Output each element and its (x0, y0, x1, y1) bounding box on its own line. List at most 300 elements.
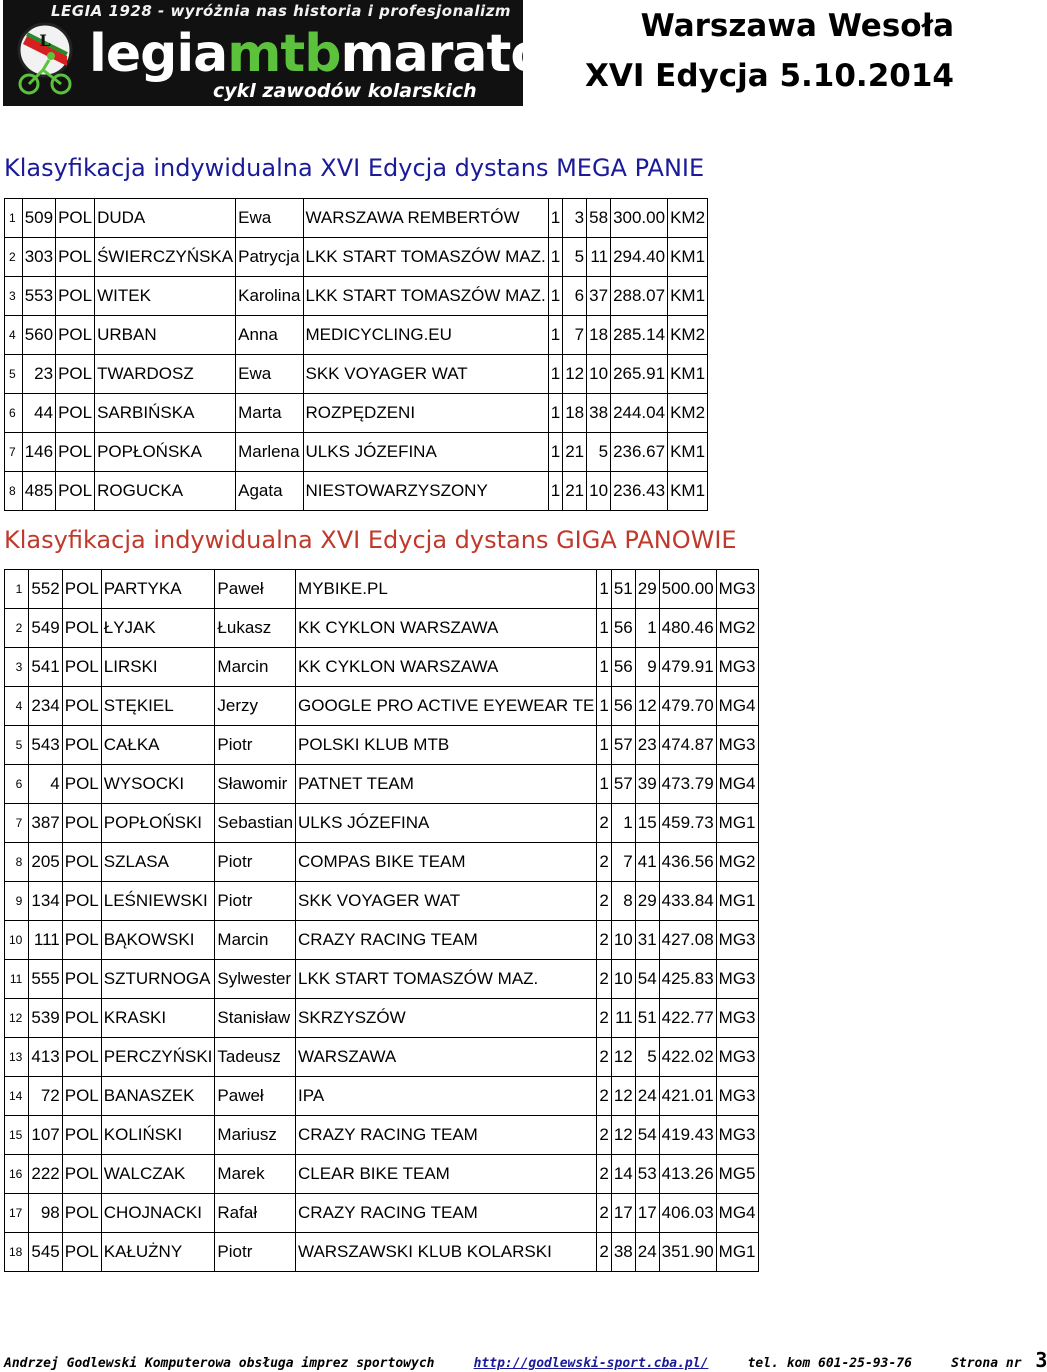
cell-hours: 1 (597, 570, 611, 609)
cell-seconds: 24 (635, 1233, 659, 1272)
cell-surname: PARTYKA (101, 570, 215, 609)
cell-place: 12 (5, 999, 29, 1038)
cell-category: KM1 (668, 238, 708, 277)
cell-firstname: Marcin (215, 648, 296, 687)
cell-surname: TWARDOSZ (95, 355, 236, 394)
table-row (5, 960, 759, 999)
cell-surname: ROGUCKA (95, 472, 236, 511)
cell-bib: 485 (22, 472, 55, 511)
cell-country: POL (62, 1038, 101, 1077)
cell-points: 436.56 (659, 843, 716, 882)
cell-bib: 205 (29, 843, 62, 882)
cell-bib: 44 (22, 394, 55, 433)
cell-country: POL (56, 277, 95, 316)
cell-minutes: 12 (611, 1116, 635, 1155)
cell-surname: KAŁUŻNY (101, 1233, 215, 1272)
cell-country: POL (62, 648, 101, 687)
cell-country: POL (56, 316, 95, 355)
cell-hours: 2 (597, 1038, 611, 1077)
cell-bib: 72 (29, 1077, 62, 1116)
cell-club: SKK VOYAGER WAT (296, 882, 597, 921)
table-row (5, 999, 759, 1038)
cell-minutes: 10 (611, 960, 635, 999)
cell-category: MG3 (716, 1077, 758, 1116)
cell-minutes: 7 (611, 843, 635, 882)
table-row (5, 609, 759, 648)
cell-surname: KRASKI (101, 999, 215, 1038)
cell-points: 285.14 (611, 316, 668, 355)
cell-seconds: 31 (635, 921, 659, 960)
cell-seconds: 15 (635, 804, 659, 843)
cell-place: 7 (5, 433, 23, 472)
cell-hours: 1 (548, 472, 562, 511)
cell-firstname: Piotr (215, 726, 296, 765)
cell-surname: ŁYJAK (101, 609, 215, 648)
cell-bib: 107 (29, 1116, 62, 1155)
logo-tagline: LEGIA 1928 - wyróżnia nas historia i profesjonalizm (51, 2, 512, 20)
cell-club: PATNET TEAM (296, 765, 597, 804)
cell-firstname: Ewa (236, 355, 303, 394)
cell-country: POL (56, 394, 95, 433)
cell-surname: CAŁKA (101, 726, 215, 765)
cell-country: POL (56, 433, 95, 472)
cell-seconds: 54 (635, 960, 659, 999)
cell-points: 425.83 (659, 960, 716, 999)
cell-points: 473.79 (659, 765, 716, 804)
cell-minutes: 21 (563, 433, 587, 472)
table-row (5, 1038, 759, 1077)
cell-seconds: 24 (635, 1077, 659, 1116)
cell-hours: 1 (597, 765, 611, 804)
cell-place: 8 (5, 843, 29, 882)
cell-category: MG3 (716, 570, 758, 609)
cell-place: 4 (5, 687, 29, 726)
cell-club: NIESTOWARZYSZONY (303, 472, 548, 511)
cell-category: MG4 (716, 1194, 758, 1233)
cell-minutes: 17 (611, 1194, 635, 1233)
cell-surname: PERCZYŃSKI (101, 1038, 215, 1077)
table-row (5, 765, 759, 804)
cell-surname: WITEK (95, 277, 236, 316)
table-row (5, 1194, 759, 1233)
cell-hours: 2 (597, 882, 611, 921)
cell-place: 9 (5, 882, 29, 921)
cell-surname: SZTURNOGA (101, 960, 215, 999)
cell-surname: POPŁOŃSKI (101, 804, 215, 843)
cell-firstname: Patrycja (236, 238, 303, 277)
cell-bib: 553 (22, 277, 55, 316)
cell-club: LKK START TOMASZÓW MAZ. (303, 277, 548, 316)
cell-category: KM1 (668, 472, 708, 511)
cell-category: MG4 (716, 687, 758, 726)
cell-surname: BANASZEK (101, 1077, 215, 1116)
cell-points: 294.40 (611, 238, 668, 277)
cell-points: 244.04 (611, 394, 668, 433)
cell-category: KM1 (668, 433, 708, 472)
cell-bib: 509 (22, 199, 55, 238)
cell-country: POL (62, 570, 101, 609)
page-footer (4, 1348, 1047, 1372)
cell-surname: DUDA (95, 199, 236, 238)
cell-place: 18 (5, 1233, 29, 1272)
cell-seconds: 41 (635, 843, 659, 882)
cell-surname: WALCZAK (101, 1155, 215, 1194)
cell-hours: 1 (548, 394, 562, 433)
cell-category: MG3 (716, 921, 758, 960)
cell-firstname: Karolina (236, 277, 303, 316)
table-row (5, 921, 759, 960)
cell-hours: 2 (597, 1077, 611, 1116)
cell-club: WARSZAWA (296, 1038, 597, 1077)
cell-category: KM1 (668, 355, 708, 394)
cell-points: 406.03 (659, 1194, 716, 1233)
cell-points: 413.26 (659, 1155, 716, 1194)
results-table-giga-panowie (4, 569, 759, 1272)
cell-place: 6 (5, 765, 29, 804)
cell-points: 422.02 (659, 1038, 716, 1077)
cell-points: 236.43 (611, 472, 668, 511)
cell-seconds: 12 (635, 687, 659, 726)
cell-seconds: 18 (587, 316, 611, 355)
cell-club: SKRZYSZÓW (296, 999, 597, 1038)
cell-bib: 413 (29, 1038, 62, 1077)
table-row (5, 394, 708, 433)
cell-seconds: 9 (635, 648, 659, 687)
cell-points: 236.67 (611, 433, 668, 472)
cell-country: POL (56, 355, 95, 394)
cell-minutes: 18 (563, 394, 587, 433)
table-row (5, 648, 759, 687)
cell-club: MYBIKE.PL (296, 570, 597, 609)
cell-category: MG3 (716, 960, 758, 999)
cell-place: 11 (5, 960, 29, 999)
legia-shield-icon (9, 4, 81, 100)
cell-country: POL (56, 472, 95, 511)
cell-hours: 1 (548, 316, 562, 355)
cell-country: POL (62, 1155, 101, 1194)
cell-place: 7 (5, 804, 29, 843)
cell-place: 6 (5, 394, 23, 433)
cell-hours: 1 (548, 433, 562, 472)
cell-place: 1 (5, 199, 23, 238)
cell-seconds: 39 (635, 765, 659, 804)
table-row (5, 472, 708, 511)
cell-points: 427.08 (659, 921, 716, 960)
cell-place: 2 (5, 609, 29, 648)
cell-minutes: 57 (611, 726, 635, 765)
cell-seconds: 29 (635, 882, 659, 921)
cell-minutes: 8 (611, 882, 635, 921)
table-row (5, 1077, 759, 1116)
cell-points: 288.07 (611, 277, 668, 316)
footer-author: Andrzej Godlewski Komputerowa obsługa imprez sportowych (4, 1356, 435, 1371)
cell-country: POL (62, 921, 101, 960)
cell-country: POL (62, 1116, 101, 1155)
cell-minutes: 6 (563, 277, 587, 316)
cell-points: 480.46 (659, 609, 716, 648)
cell-minutes: 7 (563, 316, 587, 355)
cell-bib: 541 (29, 648, 62, 687)
cell-firstname: Marta (236, 394, 303, 433)
cell-place: 13 (5, 1038, 29, 1077)
cell-firstname: Rafał (215, 1194, 296, 1233)
table-row (5, 882, 759, 921)
cell-firstname: Anna (236, 316, 303, 355)
cell-points: 479.91 (659, 648, 716, 687)
cell-points: 479.70 (659, 687, 716, 726)
cell-club: POLSKI KLUB MTB (296, 726, 597, 765)
cell-points: 474.87 (659, 726, 716, 765)
table-row (5, 316, 708, 355)
cell-place: 17 (5, 1194, 29, 1233)
cell-club: COMPAS BIKE TEAM (296, 843, 597, 882)
cell-hours: 1 (548, 199, 562, 238)
cell-points: 265.91 (611, 355, 668, 394)
cell-hours: 2 (597, 921, 611, 960)
cell-seconds: 5 (587, 433, 611, 472)
cell-club: KK CYKLON WARSZAWA (296, 648, 597, 687)
cell-club: SKK VOYAGER WAT (303, 355, 548, 394)
footer-page-label: Strona nr (951, 1356, 1022, 1371)
cell-place: 5 (5, 355, 23, 394)
cell-firstname: Sławomir (215, 765, 296, 804)
cell-surname: STĘKIEL (101, 687, 215, 726)
cell-category: MG2 (716, 609, 758, 648)
cell-surname: BĄKOWSKI (101, 921, 215, 960)
cell-firstname: Ewa (236, 199, 303, 238)
cell-category: KM2 (668, 199, 708, 238)
cell-category: MG3 (716, 648, 758, 687)
event-edition-date: XVI Edycja 5.10.2014 (584, 58, 954, 94)
cell-minutes: 56 (611, 609, 635, 648)
cell-points: 500.00 (659, 570, 716, 609)
cell-country: POL (62, 765, 101, 804)
cell-firstname: Sylwester (215, 960, 296, 999)
cell-hours: 1 (548, 238, 562, 277)
cell-firstname: Paweł (215, 1077, 296, 1116)
cell-hours: 1 (597, 609, 611, 648)
cell-country: POL (62, 882, 101, 921)
cell-seconds: 10 (587, 472, 611, 511)
cell-place: 14 (5, 1077, 29, 1116)
cell-hours: 2 (597, 1233, 611, 1272)
cell-country: POL (56, 238, 95, 277)
logo-brand: legiamtbmaraton (89, 24, 582, 84)
cell-minutes: 5 (563, 238, 587, 277)
footer-page-number: 3 (1035, 1348, 1047, 1372)
cell-minutes: 14 (611, 1155, 635, 1194)
cell-club: ROZPĘDZENI (303, 394, 548, 433)
table-row (5, 1116, 759, 1155)
cell-minutes: 10 (611, 921, 635, 960)
cell-hours: 1 (597, 687, 611, 726)
cell-minutes: 12 (611, 1038, 635, 1077)
cell-category: MG3 (716, 999, 758, 1038)
cell-hours: 2 (597, 960, 611, 999)
section-title-mega-panie: Klasyfikacja indywidualna XVI Edycja dystans MEGA PANIE (4, 154, 705, 182)
cell-seconds: 1 (635, 609, 659, 648)
cell-firstname: Piotr (215, 843, 296, 882)
cell-category: KM1 (668, 277, 708, 316)
cell-hours: 2 (597, 999, 611, 1038)
cell-category: MG1 (716, 1233, 758, 1272)
cell-firstname: Łukasz (215, 609, 296, 648)
table-row (5, 433, 708, 472)
cell-category: MG1 (716, 882, 758, 921)
cell-hours: 1 (548, 355, 562, 394)
cell-minutes: 38 (611, 1233, 635, 1272)
cell-category: MG3 (716, 1038, 758, 1077)
legiamtbmaraton-logo (3, 0, 582, 106)
cell-hours: 1 (597, 726, 611, 765)
table-row (5, 687, 759, 726)
cell-firstname: Sebastian (215, 804, 296, 843)
cell-seconds: 5 (635, 1038, 659, 1077)
cell-points: 459.73 (659, 804, 716, 843)
cell-firstname: Jerzy (215, 687, 296, 726)
cell-place: 5 (5, 726, 29, 765)
table-row (5, 843, 759, 882)
cell-firstname: Piotr (215, 1233, 296, 1272)
cell-country: POL (56, 199, 95, 238)
cell-bib: 545 (29, 1233, 62, 1272)
cell-points: 419.43 (659, 1116, 716, 1155)
cell-club: CLEAR BIKE TEAM (296, 1155, 597, 1194)
shield-letter: L (39, 31, 51, 50)
cell-seconds: 23 (635, 726, 659, 765)
cell-category: MG1 (716, 804, 758, 843)
cell-surname: WYSOCKI (101, 765, 215, 804)
cell-minutes: 51 (611, 570, 635, 609)
cell-place: 10 (5, 921, 29, 960)
cell-category: MG2 (716, 843, 758, 882)
cell-firstname: Marlena (236, 433, 303, 472)
table-row (5, 1233, 759, 1272)
cell-category: KM2 (668, 394, 708, 433)
results-table-mega-panie (4, 198, 708, 511)
cell-bib: 111 (29, 921, 62, 960)
cell-bib: 146 (22, 433, 55, 472)
cell-bib: 539 (29, 999, 62, 1038)
cell-hours: 2 (597, 843, 611, 882)
table-row (5, 570, 759, 609)
cell-country: POL (62, 960, 101, 999)
cell-bib: 134 (29, 882, 62, 921)
cell-category: MG3 (716, 726, 758, 765)
cell-club: LKK START TOMASZÓW MAZ. (296, 960, 597, 999)
cell-surname: SZLASA (101, 843, 215, 882)
cell-club: ULKS JÓZEFINA (296, 804, 597, 843)
cell-seconds: 58 (587, 199, 611, 238)
cell-firstname: Piotr (215, 882, 296, 921)
cell-club: CRAZY RACING TEAM (296, 1194, 597, 1233)
cell-place: 15 (5, 1116, 29, 1155)
cell-place: 3 (5, 277, 23, 316)
cell-club: WARSZAWA REMBERTÓW (303, 199, 548, 238)
event-location-title: Warszawa Wesoła (640, 8, 954, 44)
cell-place: 3 (5, 648, 29, 687)
cell-firstname: Marek (215, 1155, 296, 1194)
cell-seconds: 11 (587, 238, 611, 277)
cell-seconds: 37 (587, 277, 611, 316)
cell-club: GOOGLE PRO ACTIVE EYEWEAR TE (296, 687, 597, 726)
cell-seconds: 53 (635, 1155, 659, 1194)
cell-club: MEDICYCLING.EU (303, 316, 548, 355)
table-row (5, 726, 759, 765)
cell-seconds: 38 (587, 394, 611, 433)
cell-surname: POPŁOŃSKA (95, 433, 236, 472)
cell-points: 433.84 (659, 882, 716, 921)
cell-bib: 555 (29, 960, 62, 999)
cell-firstname: Agata (236, 472, 303, 511)
cell-firstname: Marcin (215, 921, 296, 960)
cell-bib: 560 (22, 316, 55, 355)
cell-surname: CHOJNACKI (101, 1194, 215, 1233)
cell-seconds: 10 (587, 355, 611, 394)
cell-place: 1 (5, 570, 29, 609)
cell-bib: 387 (29, 804, 62, 843)
cell-surname: URBAN (95, 316, 236, 355)
cell-minutes: 12 (611, 1077, 635, 1116)
cell-club: CRAZY RACING TEAM (296, 921, 597, 960)
cell-country: POL (62, 1233, 101, 1272)
cell-bib: 549 (29, 609, 62, 648)
cell-firstname: Mariusz (215, 1116, 296, 1155)
cell-club: ULKS JÓZEFINA (303, 433, 548, 472)
cell-firstname: Stanisław (215, 999, 296, 1038)
cell-minutes: 56 (611, 648, 635, 687)
cell-seconds: 54 (635, 1116, 659, 1155)
cell-firstname: Tadeusz (215, 1038, 296, 1077)
cell-minutes: 3 (563, 199, 587, 238)
table-row (5, 1155, 759, 1194)
cell-surname: KOLIŃSKI (101, 1116, 215, 1155)
cell-surname: LIRSKI (101, 648, 215, 687)
table-row (5, 355, 708, 394)
cell-country: POL (62, 804, 101, 843)
section-title-giga-panowie: Klasyfikacja indywidualna XVI Edycja dystans GIGA PANOWIE (4, 526, 737, 554)
cell-place: 2 (5, 238, 23, 277)
cell-category: MG3 (716, 1116, 758, 1155)
cell-place: 8 (5, 472, 23, 511)
cell-points: 300.00 (611, 199, 668, 238)
cell-seconds: 51 (635, 999, 659, 1038)
cell-country: POL (62, 1077, 101, 1116)
cell-country: POL (62, 1194, 101, 1233)
cell-hours: 2 (597, 1194, 611, 1233)
footer-website-link[interactable]: http://godlewski-sport.cba.pl/ (473, 1356, 709, 1371)
cell-minutes: 12 (563, 355, 587, 394)
footer-phone: tel. kom 601-25-93-76 (747, 1356, 912, 1371)
cell-bib: 303 (22, 238, 55, 277)
cell-bib: 543 (29, 726, 62, 765)
table-row (5, 804, 759, 843)
cell-club: IPA (296, 1077, 597, 1116)
cell-country: POL (62, 609, 101, 648)
cell-seconds: 17 (635, 1194, 659, 1233)
cell-minutes: 56 (611, 687, 635, 726)
cell-bib: 4 (29, 765, 62, 804)
cell-bib: 234 (29, 687, 62, 726)
cell-points: 421.01 (659, 1077, 716, 1116)
cell-surname: SARBIŃSKA (95, 394, 236, 433)
table-row (5, 238, 708, 277)
cell-country: POL (62, 843, 101, 882)
cell-hours: 2 (597, 804, 611, 843)
cell-country: POL (62, 999, 101, 1038)
cell-points: 351.90 (659, 1233, 716, 1272)
cell-category: MG5 (716, 1155, 758, 1194)
